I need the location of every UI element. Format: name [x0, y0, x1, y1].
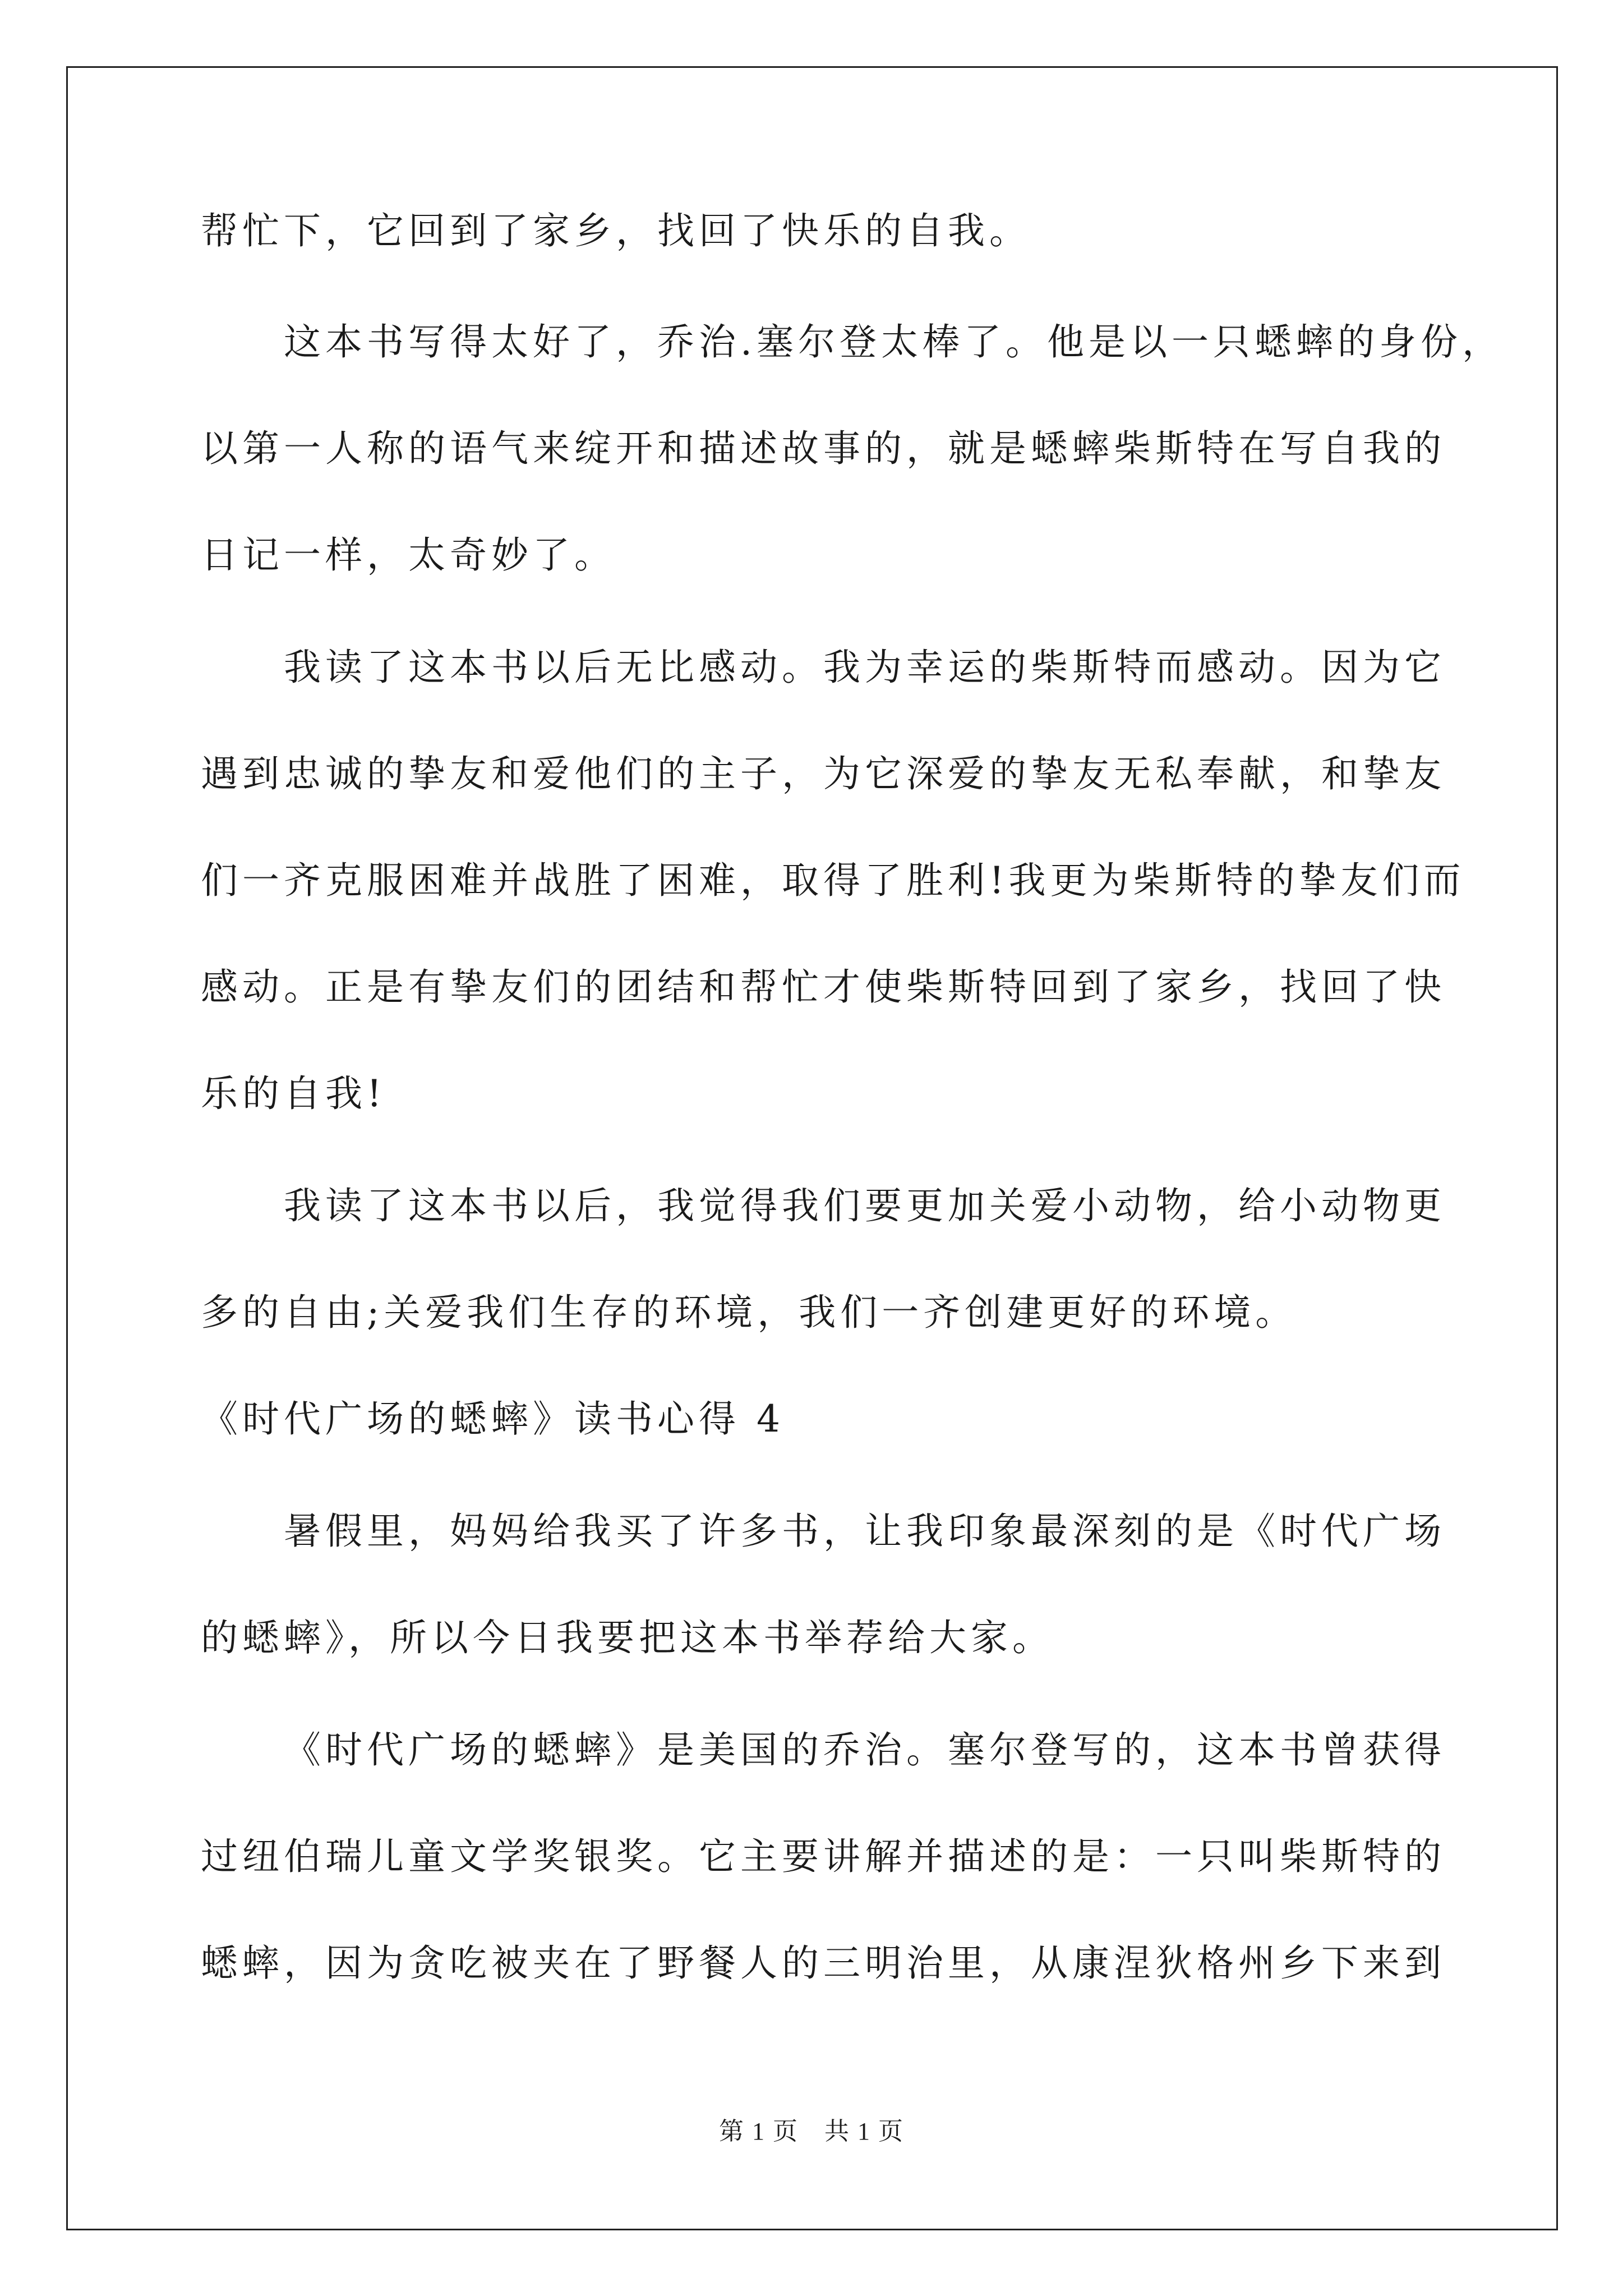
page-border: [66, 66, 1558, 2230]
paragraph-line: 多的自由;关爱我们生存的环境，我们一齐创建更好的环境。: [201, 1291, 1297, 1334]
paragraph-line: 乐的自我!: [201, 1072, 386, 1115]
paragraph-line: 帮忙下，它回到了家乡，找回了快乐的自我。: [201, 209, 1031, 252]
paragraph-line: 暑假里，妈妈给我买了许多书，让我印象最深刻的是《时代广场: [284, 1510, 1446, 1553]
paragraph-line: 过纽伯瑞儿童文学奖银奖。它主要讲解并描述的是：一只叫柴斯特的: [201, 1835, 1446, 1878]
paragraph-line: 感动。正是有挚友们的团结和帮忙才使柴斯特回到了家乡，找回了快: [201, 965, 1446, 1009]
paragraph-line: 的蟋蟀》，所以今日我要把这本书举荐给大家。: [201, 1616, 1054, 1659]
paragraph-line: 以第一人称的语气来绽开和描述故事的，就是蟋蟀柴斯特在写自我的: [201, 427, 1446, 470]
paragraph-line: 《时代广场的蟋蟀》是美国的乔治。塞尔登写的，这本书曾获得: [284, 1728, 1446, 1772]
paragraph-line: 们一齐克服困难并战胜了困难，取得了胜利!我更为柴斯特的挚友们而: [201, 859, 1465, 902]
paragraph-line: 蟋蟀，因为贪吃被夹在了野餐人的三明治里，从康涅狄格州乡下来到: [201, 1941, 1446, 1985]
page-number-footer: 第 1 页 共 1 页: [719, 2118, 904, 2145]
section-heading: 《时代广场的蟋蟀》读书心得 4: [201, 1397, 785, 1441]
paragraph-line: 我读了这本书以后无比感动。我为幸运的柴斯特而感动。因为它: [284, 646, 1446, 689]
paragraph-line: 这本书写得太好了，乔治.塞尔登太棒了。他是以一只蟋蟀的身份，: [284, 320, 1504, 364]
paragraph-line: 日记一样，太奇妙了。: [201, 533, 616, 577]
paragraph-line: 遇到忠诚的挚友和爱他们的主子，为它深爱的挚友无私奉献，和挚友: [201, 752, 1446, 795]
paragraph-line: 我读了这本书以后，我觉得我们要更加关爱小动物，给小动物更: [284, 1184, 1446, 1227]
